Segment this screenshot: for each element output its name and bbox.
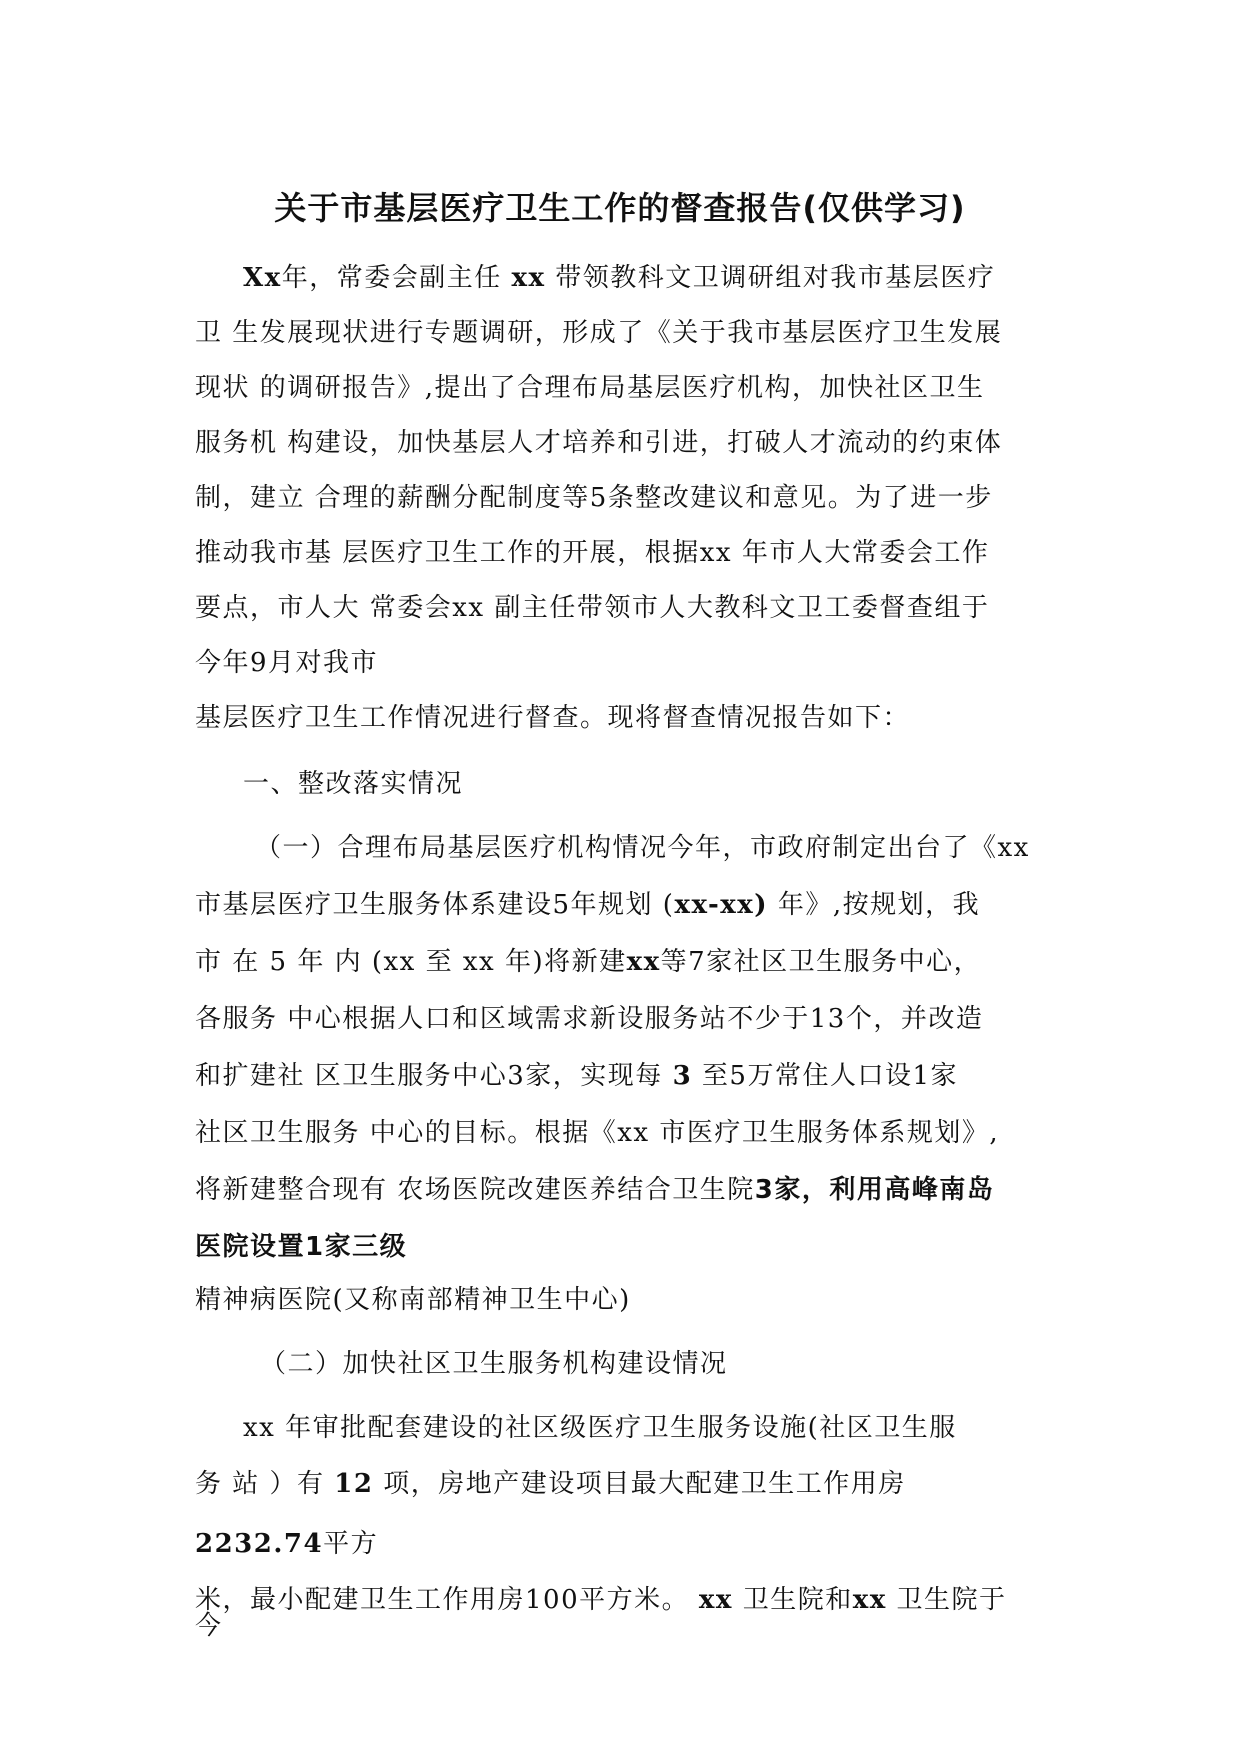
text-run: 平方 bbox=[323, 1529, 379, 1559]
bold-text: 2232.74 bbox=[195, 1529, 324, 1559]
paragraph-line: 今 bbox=[195, 1611, 223, 1641]
paragraph-line bbox=[195, 1174, 994, 1206]
bold-text: xx bbox=[852, 1585, 887, 1615]
paragraph-line: 推动我市基 层医疗卫生工作的开展，根据xx 年市人大常委会工作 bbox=[195, 538, 990, 568]
paragraph-line bbox=[195, 1528, 378, 1560]
paragraph-line bbox=[243, 262, 995, 294]
subsection-heading: （二）加快社区卫生服务机构建设情况 bbox=[260, 1349, 728, 1379]
text-run: 等7家社区卫生服务中心， bbox=[660, 947, 982, 977]
paragraph-line: 各服务 中心根据人口和区域需求新设服务站不少于13个，并改造 bbox=[195, 1004, 984, 1034]
bold-text: 3家，利用高峰南岛 bbox=[754, 1175, 995, 1205]
paragraph-line bbox=[195, 889, 980, 921]
paragraph-line: 要点，市人大 常委会xx 副主任带领市人大教科文卫工委督查组于 bbox=[195, 593, 990, 623]
bold-text: Xx bbox=[243, 263, 282, 293]
bold-text: 3 bbox=[672, 1061, 693, 1091]
bold-text: xx-xx) bbox=[674, 890, 769, 920]
text-run: 米，最小配建卫生工作用房100平方米。 bbox=[195, 1585, 699, 1615]
bold-text: 12 bbox=[334, 1469, 374, 1499]
document-title: 关于市基层医疗卫生工作的督查报告(仅供学习) bbox=[274, 189, 966, 227]
paragraph-line bbox=[195, 1060, 958, 1092]
text-run: 项，房地产建设项目最大配建卫生工作用房 bbox=[373, 1469, 906, 1499]
paragraph-line bbox=[195, 1584, 1007, 1616]
text-run: 和扩建社 区卫生服务中心3家，实现每 bbox=[195, 1061, 673, 1091]
paragraph-line bbox=[195, 1468, 906, 1500]
text-run: 带领教科文卫调研组对我市基层医疗 bbox=[555, 263, 996, 293]
paragraph-line: 今年9月对我市 bbox=[195, 648, 379, 678]
text-run: 至5万常住人口设1家 bbox=[692, 1061, 959, 1091]
text-run: 卫生院和 bbox=[742, 1585, 853, 1615]
bold-text: xx bbox=[698, 1585, 733, 1615]
paragraph-line: （一）合理布局基层医疗机构情况今年，市政府制定出台了《xx bbox=[255, 833, 1030, 863]
paragraph-line-bold: 医院设置1家三级 bbox=[195, 1232, 408, 1262]
paragraph-line: 卫 生发展现状进行专题调研，形成了《关于我市基层医疗卫生发展 bbox=[195, 318, 1003, 348]
paragraph-line: 现状 的调研报告》,提出了合理布局基层医疗机构，加快社区卫生 bbox=[195, 373, 985, 403]
paragraph-line: 基层医疗卫生工作情况进行督查。现将督查情况报告如下： bbox=[195, 703, 911, 733]
bold-text: xx bbox=[511, 263, 546, 293]
section-heading: 一、整改落实情况 bbox=[243, 769, 464, 799]
text-run: 市基层医疗卫生服务体系建设5年规划 ( bbox=[195, 890, 675, 920]
bold-text: xx bbox=[626, 947, 661, 977]
text-run: 市 在 5 年 内 (xx 至 xx 年)将新建 bbox=[195, 947, 627, 977]
text-run: 年，常委会副主任 bbox=[281, 263, 502, 293]
text-run: 务 站 ）有 bbox=[195, 1469, 335, 1499]
paragraph-line: xx 年审批配套建设的社区级医疗卫生服务设施(社区卫生服 bbox=[243, 1413, 957, 1443]
paragraph-line: 社区卫生服务 中心的目标。根据《xx 市医疗卫生服务体系规划》, bbox=[195, 1118, 1000, 1148]
text-run: 年》,按规划，我 bbox=[768, 890, 981, 920]
text-run: 将新建整合现有 农场医院改建医养结合卫生院 bbox=[195, 1175, 755, 1205]
paragraph-line: 服务机 构建设，加快基层人才培养和引进，打破人才流动的约束体 bbox=[195, 428, 1003, 458]
paragraph-line bbox=[195, 946, 981, 978]
paragraph-line: 精神病医院(又称南部精神卫生中心) bbox=[195, 1285, 631, 1315]
paragraph-line: 制，建立 合理的薪酬分配制度等5条整改建议和意见。为了进一步 bbox=[195, 483, 993, 513]
text-run: 卫生院于 bbox=[896, 1585, 1007, 1615]
